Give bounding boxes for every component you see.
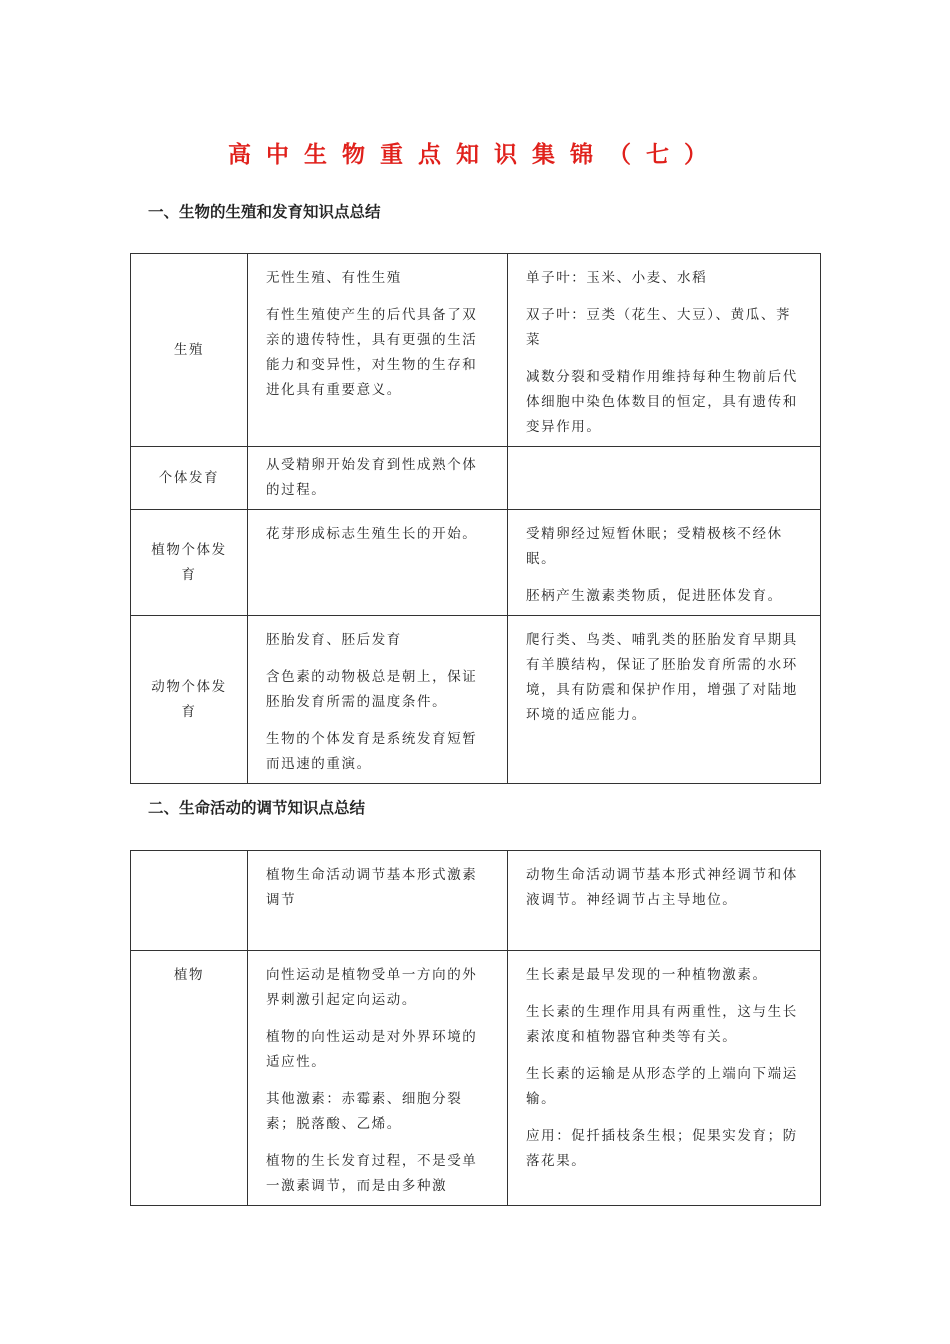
cell-text: 生长素的运输是从形态学的上端向下端运输。 [526, 1066, 798, 1107]
table-cell [248, 616, 508, 784]
cell-text: 花芽形成标志生殖生长的开始。 [266, 526, 478, 542]
row-label: 生殖 [131, 254, 248, 447]
row-label: 植物个体发育 [131, 510, 248, 616]
page-title: 高中生物重点知识集锦（七） [228, 141, 722, 168]
table-cell [248, 254, 508, 447]
table-cell [508, 951, 821, 1206]
table-row [131, 851, 821, 951]
table-cell [248, 951, 508, 1206]
table-cell [508, 616, 821, 784]
cell-text: 双子叶：豆类（花生、大豆）、黄瓜、荠菜 [526, 307, 792, 348]
table-cell [508, 510, 821, 616]
row-label: 植物 [131, 951, 248, 1206]
cell-text: 从受精卵开始发育到性成熟个体的过程。 [266, 457, 478, 498]
cell-text: 植物的生长发育过程，不是受单一激素调节，而是由多种激 [266, 1153, 478, 1194]
cell-text: 植物的向性运动是对外界环境的适应性。 [266, 1029, 478, 1070]
row-label: 个体发育 [131, 447, 248, 510]
cell-text: 动物生命活动调节基本形式神经调节和体液调节。神经调节占主导地位。 [526, 867, 798, 908]
cell-text: 生物的个体发育是系统发育短暂而迅速的重演。 [266, 731, 478, 772]
cell-text: 应用：促扦插枝条生根；促果实发育；防落花果。 [526, 1128, 798, 1169]
section-heading-regulation: 二、生命活动的调节知识点总结 [148, 799, 366, 817]
table-cell [508, 447, 821, 510]
reproduction-table [130, 253, 821, 784]
table-row [131, 616, 821, 784]
cell-text: 无性生殖、有性生殖 [266, 270, 402, 286]
table-row [131, 510, 821, 616]
section-heading-reproduction: 一、生物的生殖和发育知识点总结 [148, 203, 381, 221]
cell-text: 生长素的生理作用具有两重性，这与生长素浓度和植物器官种类等有关。 [526, 1004, 798, 1045]
table-cell [248, 447, 508, 510]
cell-text: 减数分裂和受精作用维持每种生物前后代体细胞中染色体数目的恒定，具有遗传和变异作用。 [526, 369, 798, 435]
regulation-table [130, 850, 821, 1206]
cell-text: 爬行类、鸟类、哺乳类的胚胎发育早期具有羊膜结构，保证了胚胎发育所需的水环境，具有防震和保护作用，增强了对陆地环境的适应能力。 [526, 632, 798, 723]
cell-text: 胚胎发育、胚后发育 [266, 632, 402, 648]
table-cell [248, 851, 508, 951]
cell-text: 其他激素：赤霉素、细胞分裂素；脱落酸、乙烯。 [266, 1091, 463, 1132]
table-row [131, 951, 821, 1206]
table-cell [508, 254, 821, 447]
cell-text: 有性生殖使产生的后代具备了双亲的遗传特性，具有更强的生活能力和变异性，对生物的生存和进化具有重要意义。 [266, 307, 478, 398]
cell-text: 单子叶：玉米、小麦、水稻 [526, 270, 708, 286]
table-row [131, 254, 821, 447]
cell-text: 胚柄产生激素类物质，促进胚体发育。 [526, 588, 783, 604]
row-label [131, 851, 248, 951]
table-cell [508, 851, 821, 951]
row-label: 动物个体发育 [131, 616, 248, 784]
cell-text: 生长素是最早发现的一种植物激素。 [526, 967, 768, 983]
table-cell [248, 510, 508, 616]
cell-text: 含色素的动物极总是朝上，保证胚胎发育所需的温度条件。 [266, 669, 478, 710]
table-row [131, 447, 821, 510]
cell-text: 受精卵经过短暂休眠；受精极核不经休眠。 [526, 526, 783, 567]
cell-text: 植物生命活动调节基本形式激素调节 [266, 867, 478, 908]
cell-text: 向性运动是植物受单一方向的外界刺激引起定向运动。 [266, 967, 478, 1008]
